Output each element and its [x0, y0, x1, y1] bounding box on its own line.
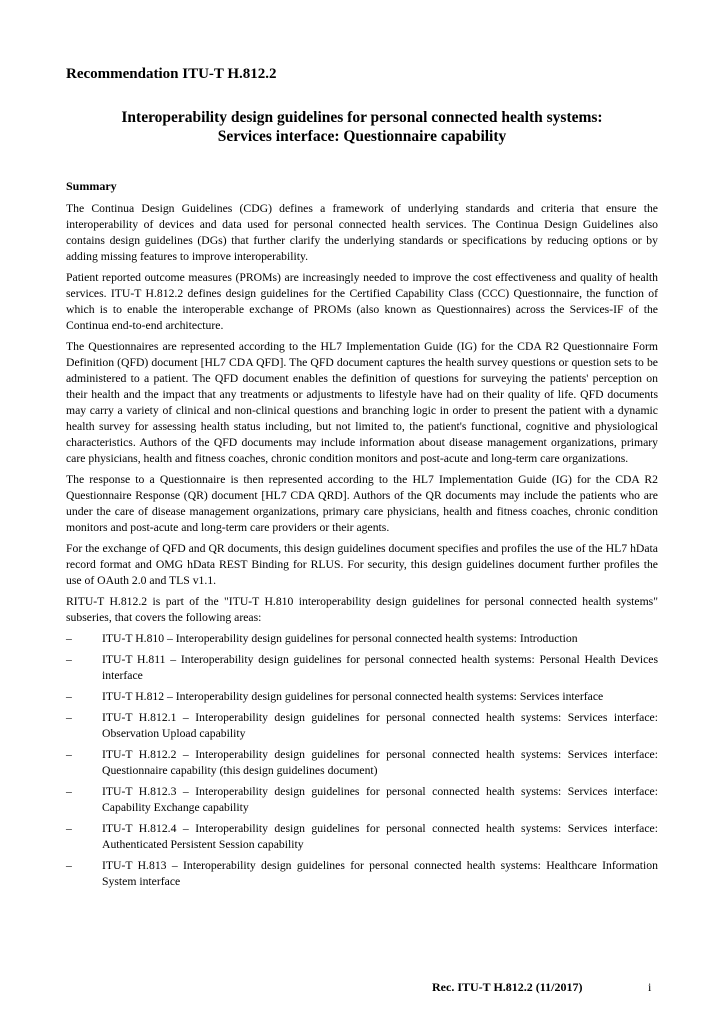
list-item-text: ITU-T H.812.2 – Interoperability design guidelines for personal connected health systems: Services interface: Questionnaire capability (this design guidelines document) — [102, 748, 658, 777]
summary-paragraph: The Questionnaires are represented according to the HL7 Implementation Guide (IG) for the CDA R2 Questionnaire Form Definition (QFD) document [HL7 CDA QFD]. The QFD document captures the health survey questions or question sets to be administered to a patient. The QFD document enables the definition of questions for surveying the patients' perception on their health and the impact that any treatments or adjustments to lifestyle have had on their quality of life. QFD documents may carry a variety of clinical and non-clinical questions and branching logic in order to present the patient with a dynamic health survey for assessing health status including, but not limited to, the patient's functional, cognitive and physiological characteristics. Authors of the QFD documents may include information about disease management organizations, primary care physicians, health and fitness coaches, chronic condition monitors and post-acute and long-term care organizations. — [66, 340, 658, 465]
document-title — [66, 108, 658, 146]
list-item — [66, 858, 658, 890]
list-item — [66, 710, 658, 742]
page-number: i — [648, 980, 652, 994]
summary-paragraph: The Continua Design Guidelines (CDG) defines a framework of underlying standards and criteria that ensure the interoperability of devices and data used for personal connected health services. The Continua Design Guidelines also contains design guidelines (DGs) that further clarify the underlying standards or specifications by reducing options or by adding missing features to improve interoperability. — [66, 202, 658, 263]
subseries-list — [66, 631, 658, 890]
list-dash: – — [66, 711, 72, 724]
list-dash: – — [66, 822, 72, 835]
list-item — [66, 689, 658, 705]
list-item-text: ITU-T H.810 – Interoperability design guidelines for personal connected health systems: Introduction — [102, 632, 578, 645]
list-item-text: ITU-T H.812.3 – Interoperability design guidelines for personal connected health systems: Services interface: Capability Exchange capability — [102, 785, 658, 814]
list-item — [66, 821, 658, 853]
list-item — [66, 631, 658, 647]
summary-paragraph: The response to a Questionnaire is then represented according to the HL7 Implementation Guide (IG) for the CDA R2 Questionnaire Response (QR) document [HL7 CDA QRD]. Authors of the QR documents may include the patients who are under the care of disease management organizations, primary care physicians, health and fitness coaches, chronic condition monitors and post-acute and long-term care providers or their agents. — [66, 473, 658, 534]
list-dash: – — [66, 859, 72, 872]
list-dash: – — [66, 748, 72, 761]
summary-paragraph: RITU-T H.812.2 is part of the "ITU-T H.810 interoperability design guidelines for personal connected health systems" subseries, that covers the following areas: — [66, 595, 658, 624]
list-dash: – — [66, 690, 72, 703]
summary-paragraph: For the exchange of QFD and QR documents, this design guidelines document specifies and profiles the use of the HL7 hData record format and OMG hData REST Binding for RLUS. For security, this design guidelines document further profiles the use of OAuth 2.0 and TLS v1.1. — [66, 542, 658, 587]
summary-paragraph: Patient reported outcome measures (PROMs) are increasingly needed to improve the cost effectiveness and quality of health services. ITU-T H.812.2 defines design guidelines for the Certified Capability Class (CCC) Questionnaire, the function of which is to enable the interoperable exchange of PROMs (also known as Questionnaires) across the Services-IF of the Continua end-to-end architecture. — [66, 271, 658, 332]
list-item-text: ITU-T H.812 – Interoperability design guidelines for personal connected health systems: Services interface — [102, 690, 604, 703]
list-item — [66, 747, 658, 779]
list-item-text: ITU-T H.812.1 – Interoperability design guidelines for personal connected health systems: Services interface: Observation Upload capability — [102, 711, 658, 740]
summary-heading: Summary — [66, 179, 117, 193]
footer-rec-label: Rec. ITU-T H.812.2 (11/2017) — [432, 980, 583, 994]
summary-body — [66, 201, 658, 895]
document-title-line-1: Interoperability design guidelines for personal connected health systems: — [121, 109, 603, 126]
recommendation-number: Recommendation ITU-T H.812.2 — [66, 66, 277, 82]
list-item-text: ITU-T H.811 – Interoperability design guidelines for personal connected health systems: Personal Health Devices interface — [102, 653, 658, 682]
list-item — [66, 652, 658, 684]
list-item — [66, 784, 658, 816]
list-item-text: ITU-T H.812.4 – Interoperability design guidelines for personal connected health systems: Services interface: Authenticated Persistent Session capability — [102, 822, 658, 851]
list-dash: – — [66, 632, 72, 645]
list-item-text: ITU-T H.813 – Interoperability design guidelines for personal connected health systems: Healthcare Information System interface — [102, 859, 658, 888]
list-dash: – — [66, 653, 72, 666]
document-title-line-2: Services interface: Questionnaire capability — [217, 128, 507, 145]
list-dash: – — [66, 785, 72, 798]
